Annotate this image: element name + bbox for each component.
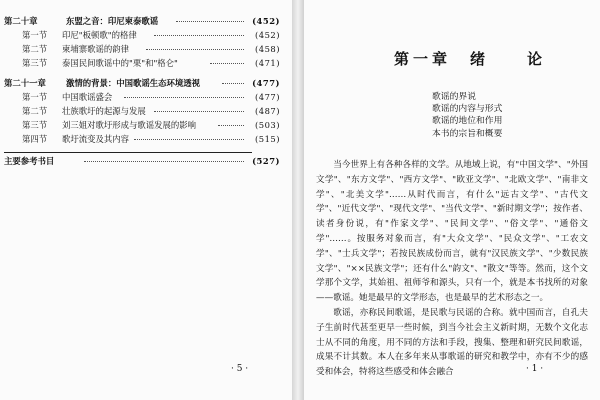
toc-section[interactable] <box>4 118 280 132</box>
section-title: 中国歌谣盛会 <box>62 92 113 102</box>
page-ref: (487) <box>254 106 280 116</box>
bibliography-title: 主要参考书目 <box>4 156 55 166</box>
page-ref: (452) <box>254 30 280 40</box>
section-label: 第四节 <box>22 134 48 144</box>
chapter-label: 第二十一章 <box>4 78 46 88</box>
outline-item: 本书的宗旨和概要 <box>432 128 503 139</box>
toc-chapter-20[interactable] <box>4 14 280 28</box>
section-title: 刘三姐对歌圩形成与歌谣发展的影响 <box>62 120 196 130</box>
paragraph: 歌谣，亦称民间歌谣，是民歌与民谣的合称。就中国而言，自孔夫子生前时代甚至更早一些时候，到当今社会主义新时期，无数个文化志士从不同的角度，用不同的方法和手段，搜集、整理和研究民间歌谣，成果不计其数。本人在多年来从事歌谣的研究和教学中，亦有不少的感受和体会，特将这些感受和体会融合 <box>316 307 588 378</box>
page-number: · 1 · <box>526 364 544 374</box>
section-label: 第三节 <box>22 58 48 68</box>
leader-dots <box>210 63 244 64</box>
leader-dots <box>154 111 244 112</box>
section-label: 第一节 <box>22 92 48 102</box>
outline-item: 歌谣的地位和作用 <box>432 116 503 127</box>
section-title: 柬埔寨歌谣的韵律 <box>62 44 129 54</box>
outline-item: 歌谣的界说 <box>432 92 476 102</box>
toc-section[interactable] <box>4 28 280 42</box>
section-label: 第三节 <box>22 120 48 130</box>
toc-section[interactable] <box>4 42 280 56</box>
leader-dots <box>124 97 244 98</box>
section-title: 印尼"板顿歌"的格律 <box>62 30 137 40</box>
page-number: · 5 · <box>231 364 249 374</box>
leader-dots <box>176 21 244 22</box>
leader-dots <box>154 35 244 36</box>
divider-rule <box>4 152 252 153</box>
page-ref: (477) <box>254 92 280 102</box>
section-label: 第二节 <box>22 44 48 54</box>
leader-dots <box>222 83 244 84</box>
outline-item: 歌谣的内容与形式 <box>432 104 503 115</box>
chapter-body <box>316 158 588 380</box>
chapter-heading: 第一章 绪 论 <box>394 50 547 68</box>
section-title: 歌圩流变及其内容 <box>62 134 129 144</box>
right-page-chapter-one <box>304 0 600 400</box>
toc-bibliography[interactable] <box>4 154 280 168</box>
leader-dots <box>146 49 244 50</box>
toc-section[interactable] <box>4 56 280 70</box>
section-title: 壮族歌圩的起源与发展 <box>62 106 146 116</box>
book-gutter <box>292 0 304 400</box>
page-ref: (452) <box>252 16 280 26</box>
page-ref: (471) <box>254 58 280 68</box>
leader-dots <box>134 139 244 140</box>
chapter-label: 第二十章 <box>4 16 38 26</box>
leader-dots <box>84 161 244 162</box>
chapter-title: 激情的背景：中国歌谣生态环境透视 <box>66 78 200 88</box>
section-title: 泰国民间歌谣中的"栗"和"格仑" <box>62 58 178 68</box>
paragraph: 当今世界上有各种各样的文学。从地域上说，有"中国文学"、"外国文学"、"东方文学"、"西方文学"、"欧亚文学"、"北欧文学"、"南非文学"、"北美文学"……从时代而言，有什么"远古文学"、"古代文学"、"近代文学"、"现代文学"、"当代文学"、"新时期文学"；按作者、读者身份说，有"作家文学"、"民间文学"、"俗文学"、"通俗文学"……。按服务对象而言，有"大众文学"、"民众文学"、"工农文学"、"士兵文学"；若按民族成份而言，就有"汉民族文学"、"少数民族文学"、"××民族文学"；还有什么"韵文"、"散文"等等。然而，这个文学那个文学，其始祖、祖师爷和源头，只有一个，就是本书找所的对象——歌谣。她是最早的文学形态，也是最早的艺术形态之一。 <box>316 160 588 304</box>
toc-section[interactable] <box>4 104 280 118</box>
toc-section[interactable] <box>4 132 280 146</box>
page-ref: (503) <box>254 120 280 130</box>
leader-dots <box>218 125 244 126</box>
page-ref: (458) <box>254 44 280 54</box>
section-label: 第二节 <box>22 106 48 116</box>
toc-section[interactable] <box>4 90 280 104</box>
page-ref: (515) <box>254 134 280 144</box>
chapter-title: 东盟之音：印尼柬泰歌谣 <box>66 16 159 26</box>
toc-chapter-21[interactable] <box>4 76 280 90</box>
page-ref: (477) <box>252 78 280 88</box>
section-label: 第一节 <box>22 30 48 40</box>
page-ref: (527) <box>252 156 280 166</box>
left-page-contents <box>0 0 292 400</box>
table-of-contents <box>4 14 280 168</box>
chapter-outline <box>432 91 502 140</box>
